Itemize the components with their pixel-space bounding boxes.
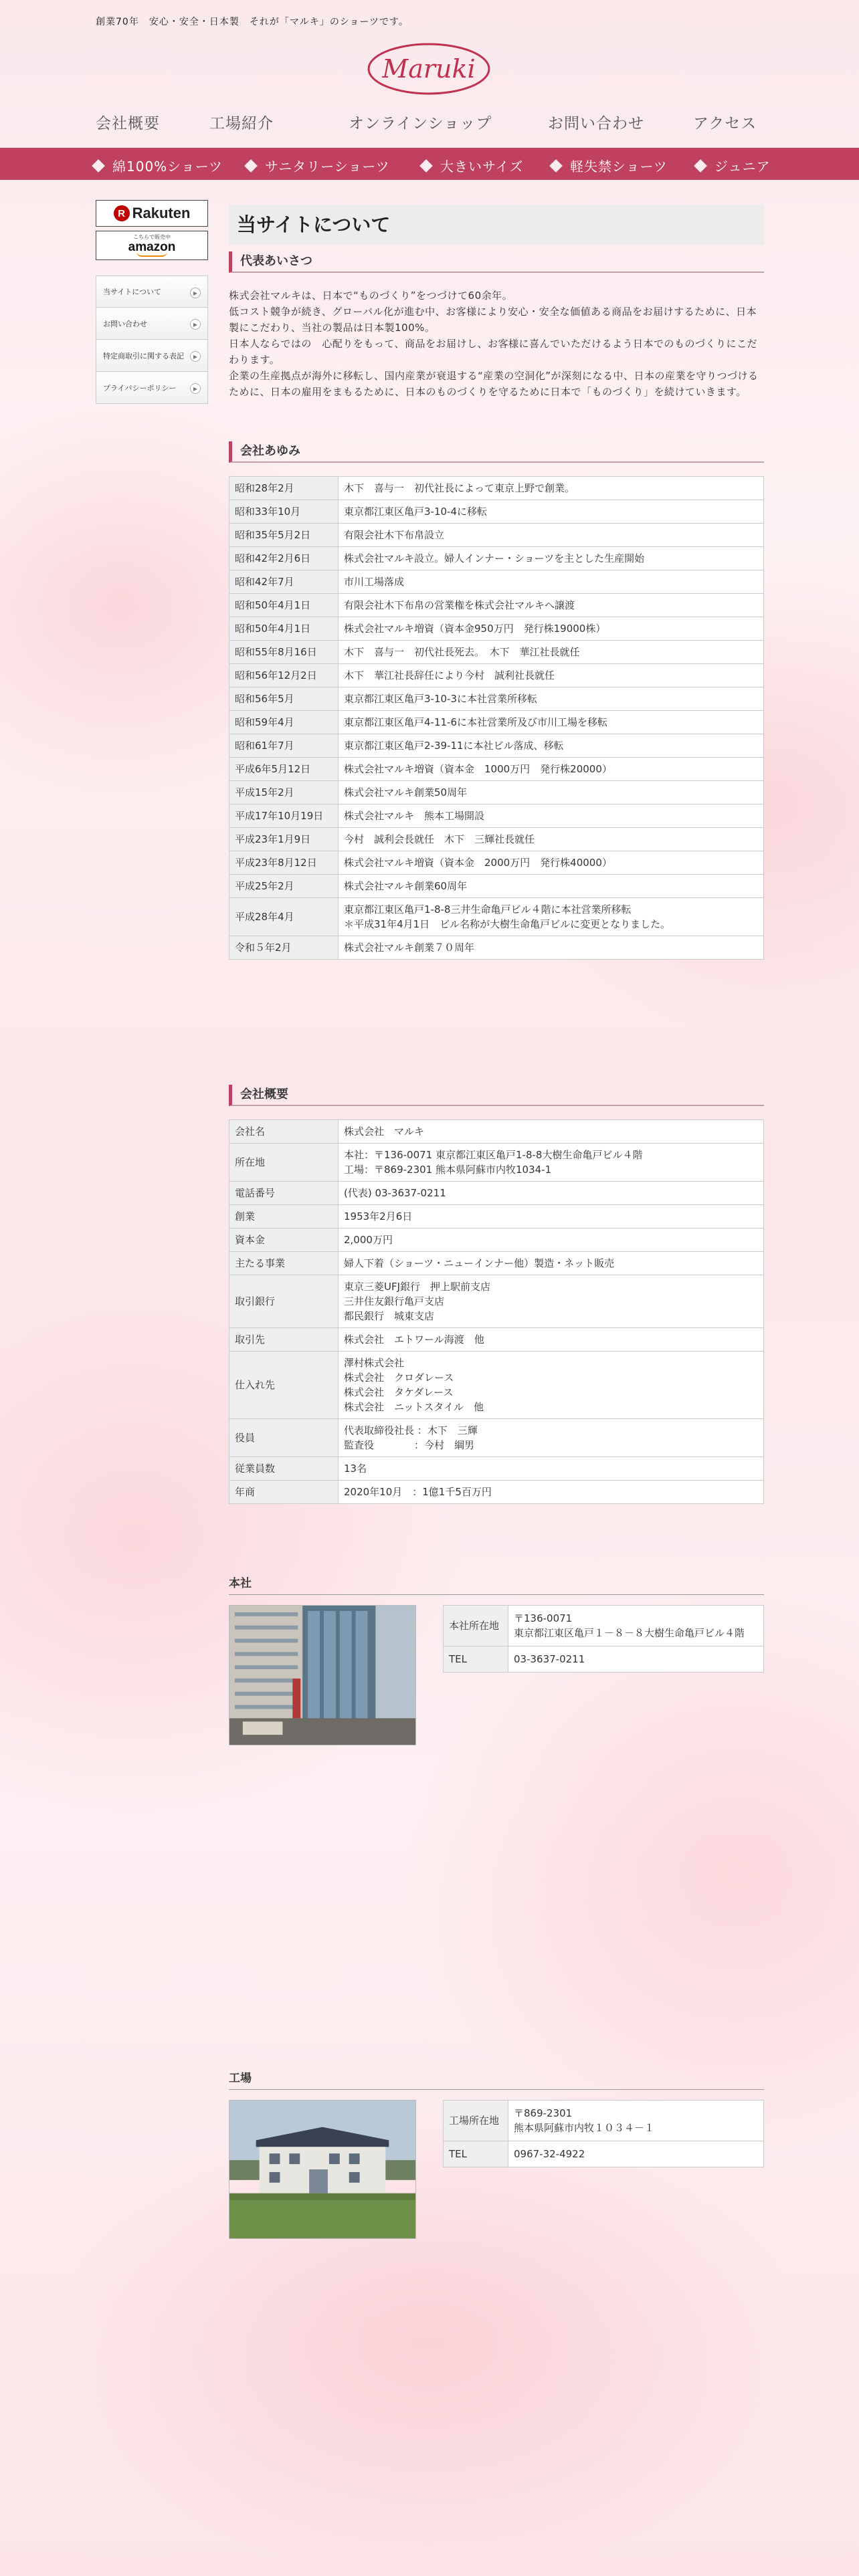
side-menu-tokushoho[interactable]: 特定商取引に関する表記 ▶ [96,340,208,372]
gnav-contact[interactable]: お問い合わせ [548,115,644,132]
history-row [229,687,764,711]
history-row-value: 東京都江東区亀戸3-10-4に移転 [339,500,764,524]
overview-row-key: 取引先 [229,1328,339,1352]
history-row-value: 株式会社マルキ増資（資本金950万円 発行株19000株） [339,617,764,641]
diamond-icon [244,159,258,173]
history-row-value: 有限会社木下布帛の営業権を株式会社マルキへ譲渡 [339,594,764,617]
diamond-icon [694,159,707,173]
history-row-value: 株式会社マルキ設立。婦人インナー・ショーツを主とした生産開始 [339,547,764,570]
overview-row-key: 資本金 [229,1228,339,1252]
category-large-size[interactable]: 大きいサイズ [421,156,523,175]
overview-row-value: 株式会社 マルキ [339,1120,764,1144]
history-row-key: 令和５年2月 [229,936,339,960]
amazon-caption: こちらで販売中 [133,234,171,240]
honsha-row [444,1606,764,1646]
overview-row-value: (代表) 03-3637-0211 [339,1182,764,1205]
chevron-right-icon: ▶ [190,383,201,394]
history-row-key: 昭和42年2月6日 [229,547,339,570]
gnav-access[interactable]: アクセス [693,115,757,132]
history-row-key: 昭和28年2月 [229,477,339,500]
overview-row-key: 従業員数 [229,1457,339,1481]
history-row-value: 木下 喜与一 初代社長死去。 木下 華江社長就任 [339,641,764,664]
rakuten-logo: R Rakuten [114,205,191,222]
overview-row [229,1228,764,1252]
history-row-key: 昭和56年5月 [229,687,339,711]
history-row [229,664,764,687]
chevron-right-icon: ▶ [190,351,201,362]
overview-row-value: 13名 [339,1457,764,1481]
history-row-value: 株式会社マルキ創業60周年 [339,875,764,898]
amazon-logo: amazon [128,240,176,254]
history-row [229,641,764,664]
greeting-paragraph: 低コスト競争が続き、グローバル化が進む中、お客様により安心・安全な価値ある商品をお届けするために、日本製にこだわり、当社の製品は日本製100%。 [229,306,757,334]
overview-heading: 会社概要 [229,1085,764,1106]
history-row [229,804,764,828]
history-row-value: 木下 喜与一 初代社長によって東京上野で創業。 [339,477,764,500]
history-row-key: 昭和56年12月2日 [229,664,339,687]
honsha-row-value: 〒136-0071 東京都江東区亀戸１－８－８大樹生命亀戸ビル４階 [508,1606,764,1646]
category-cotton[interactable]: 綿100%ショーツ [94,156,223,175]
history-row [229,734,764,758]
overview-row-key: 年商 [229,1481,339,1504]
honsha-heading: 本社 [229,1576,764,1595]
history-row-value: 木下 華江社長辞任により今村 誠利社長就任 [339,664,764,687]
history-row-key: 昭和59年4月 [229,711,339,734]
history-row-key: 平成17年10月19日 [229,804,339,828]
history-row [229,758,764,781]
overview-row-value: 東京三菱UFJ銀行 押上駅前支店 三井住友銀行亀戸支店 都民銀行 城東支店 [339,1275,764,1328]
side-menu [96,276,208,404]
logo-text: Maruki [382,54,476,84]
page-title: 当サイトについて [229,205,764,245]
history-row [229,477,764,500]
history-row-key: 昭和61年7月 [229,734,339,758]
diamond-icon [92,159,105,173]
history-row [229,851,764,875]
overview-row-value: 澤村株式会社 株式会社 クロダレース 株式会社 タケダレース 株式会社 ニットスタイル 他 [339,1352,764,1419]
overview-row [229,1144,764,1182]
overview-row-key: 会社名 [229,1120,339,1144]
side-menu-contact[interactable]: お問い合わせ ▶ [96,308,208,340]
history-row-value: 株式会社マルキ増資（資本金 1000万円 発行株20000） [339,758,764,781]
history-row-value: 株式会社マルキ 熊本工場開設 [339,804,764,828]
history-row [229,898,764,936]
gnav-company[interactable]: 会社概要 [96,115,160,132]
history-row [229,547,764,570]
history-row [229,936,764,960]
honsha-row-key: 本社所在地 [444,1606,508,1646]
history-table [229,476,764,960]
history-row-key: 平成23年1月9日 [229,828,339,851]
overview-row-key: 仕入れ先 [229,1352,339,1419]
overview-row-key: 役員 [229,1419,339,1457]
overview-row [229,1182,764,1205]
gnav-factory[interactable]: 工場紹介 [209,115,274,132]
overview-row [229,1328,764,1352]
overview-row-value: 1953年2月6日 [339,1205,764,1228]
factory-heading: 工場 [229,2070,764,2090]
history-row [229,500,764,524]
chevron-right-icon: ▶ [190,288,201,298]
history-row-key: 平成6年5月12日 [229,758,339,781]
factory-row-key: TEL [444,2141,508,2167]
diamond-icon [549,159,563,173]
history-row [229,594,764,617]
history-row [229,875,764,898]
overview-row-value: 婦人下着（ショーツ・ニューインナー他）製造・ネット販売 [339,1252,764,1275]
history-row-value: 東京都江東区亀戸1-8-8三井生命亀戸ビル４階に本社営業所移転 ＊平成31年4月1日 ビル名称が大樹生命亀戸ビルに変更となりました。 [339,898,764,936]
amazon-smile-icon [136,251,167,257]
site-tagline: 創業70年 安心・安全・日本製 それが「マルキ」のショーツです。 [96,17,409,27]
factory-row [444,2141,764,2167]
history-row-key: 昭和50年4月1日 [229,594,339,617]
history-row-key: 昭和42年7月 [229,570,339,594]
honsha-building-photo [229,1605,416,1745]
history-row-value: 有限会社木下布帛設立 [339,524,764,547]
side-menu-privacy[interactable]: プライバシーポリシー ▶ [96,372,208,404]
history-row [229,711,764,734]
honsha-row-value: 03-3637-0211 [508,1646,764,1673]
greeting-paragraph: 企業の生産拠点が海外に移転し、国内産業が衰退する“産業の空洞化”が深刻になる中、日本の産業を守りつづけるために、日本の雇用をまもるために、日本のものづくりを守るために日本で「ものづくり」を続けていきます。 [229,370,759,398]
global-nav [96,111,765,134]
category-bar [0,148,859,180]
overview-row-value: 2,000万円 [339,1228,764,1252]
history-row [229,524,764,547]
chevron-right-icon: ▶ [190,319,201,330]
history-row-key: 平成15年2月 [229,781,339,804]
history-row-value: 市川工場落成 [339,570,764,594]
honsha-row-key: TEL [444,1646,508,1673]
side-menu-about[interactable]: 当サイトについて ▶ [96,276,208,308]
history-row-key: 平成23年8月12日 [229,851,339,875]
overview-row [229,1419,764,1457]
overview-row [229,1205,764,1228]
history-row-key: 平成25年2月 [229,875,339,898]
history-row-key: 昭和33年10月 [229,500,339,524]
history-row-key: 平成28年4月 [229,898,339,936]
honsha-info-table [443,1605,764,1673]
overview-row [229,1275,764,1328]
history-row-key: 昭和55年8月16日 [229,641,339,664]
category-sanitary[interactable]: サニタリーショーツ [246,156,390,175]
history-row-value: 東京都江東区亀戸2-39-11に本社ビル落成、移転 [339,734,764,758]
overview-row [229,1352,764,1419]
history-row-key: 昭和35年5月2日 [229,524,339,547]
overview-row [229,1252,764,1275]
rakuten-r-icon: R [114,205,130,221]
overview-row-value: 2020年10月 ：1億1千5百万円 [339,1481,764,1504]
greeting-paragraph: 日本人ならではの 心配りをもって、商品をお届けし、お客様に喜んでいただけるよう日本でのものづくりにこだわります。 [229,338,758,366]
maruki-logo[interactable] [367,41,491,96]
overview-table [229,1119,764,1504]
overview-row-key: 取引銀行 [229,1275,339,1328]
diamond-icon [419,159,433,173]
history-row-value: 株式会社マルキ増資（資本金 2000万円 発行株40000） [339,851,764,875]
history-row-value: 株式会社マルキ創業50周年 [339,781,764,804]
factory-row [444,2101,764,2141]
history-row [229,617,764,641]
history-heading: 会社あゆみ [229,441,764,463]
history-row-value: 今村 誠利会長就任 木下 三輝社長就任 [339,828,764,851]
overview-row [229,1120,764,1144]
history-row [229,828,764,851]
overview-row-value: 株式会社 エトワール海渡 他 [339,1328,764,1352]
factory-building-photo [229,2100,416,2239]
category-incontinence[interactable]: 軽失禁ショーツ [551,156,668,175]
factory-row-key: 工場所在地 [444,2101,508,2141]
overview-row-key: 創業 [229,1205,339,1228]
history-row [229,570,764,594]
category-junior[interactable]: ジュニア [696,156,771,175]
factory-row-value: 〒869-2301 熊本県阿蘇市内牧１０３４－１ [508,2101,764,2141]
overview-row-value: 本社：〒136-0071 東京都江東区亀戸1-8-8大樹生命亀戸ビル４階 工場：〒869-2301 熊本県阿蘇市内牧1034-1 [339,1144,764,1182]
greeting-text [229,288,764,400]
factory-row-value: 0967-32-4922 [508,2141,764,2167]
history-row-key: 昭和50年4月1日 [229,617,339,641]
overview-row-key: 電話番号 [229,1182,339,1205]
history-row-value: 東京都江東区亀戸3-10-3に本社営業所移転 [339,687,764,711]
history-row [229,781,764,804]
gnav-online-shop[interactable]: オンラインショップ [349,115,492,132]
honsha-row [444,1646,764,1673]
history-row-value: 東京都江東区亀戸4-11-6に本社営業所及び市川工場を移転 [339,711,764,734]
overview-row-key: 所在地 [229,1144,339,1182]
overview-row-value: 代表取締役社長 ：木下 三輝 監査役 ：今村 綱男 [339,1419,764,1457]
history-row-value: 株式会社マルキ創業７０周年 [339,936,764,960]
overview-row-key: 主たる事業 [229,1252,339,1275]
amazon-banner[interactable] [96,231,208,260]
factory-info-table [443,2100,764,2167]
overview-row [229,1481,764,1504]
greeting-paragraph: 株式会社マルキは、日本で“ものづくり”をつづけて60余年。 [229,290,513,302]
greeting-heading: 代表あいさつ [229,251,764,273]
overview-row [229,1457,764,1481]
rakuten-banner[interactable] [96,200,208,227]
